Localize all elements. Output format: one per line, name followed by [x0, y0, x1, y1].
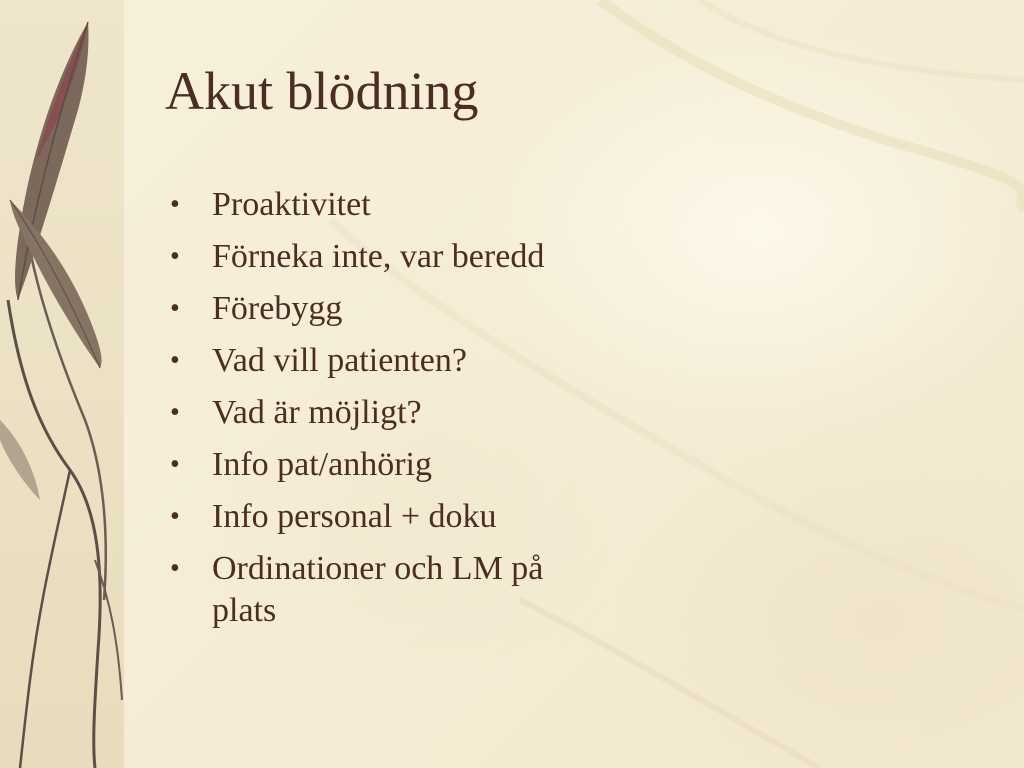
bullet-list	[168, 184, 558, 642]
bullet-dot-icon: •	[170, 345, 180, 376]
bullet-item	[168, 340, 558, 382]
bullet-item	[168, 288, 558, 330]
bullet-item	[168, 236, 558, 278]
bullet-text: Förneka inte, var beredd	[212, 238, 545, 275]
bullet-text: Info pat/anhörig	[212, 446, 432, 483]
bullet-text: Ordinationer och LM på plats	[212, 550, 544, 629]
bullet-text: Info personal + doku	[212, 498, 497, 535]
slide-title: Akut blödning	[165, 61, 479, 121]
bullet-dot-icon: •	[170, 241, 180, 272]
bullet-dot-icon: •	[170, 449, 180, 480]
leaf-branch-illustration	[0, 0, 124, 768]
bullet-text: Proaktivitet	[212, 186, 371, 223]
bullet-text: Vad är möjligt?	[212, 394, 422, 431]
bullet-item	[168, 548, 558, 632]
bullet-dot-icon: •	[170, 397, 180, 428]
bullet-text: Vad vill patienten?	[212, 342, 467, 379]
bullet-dot-icon: •	[170, 553, 180, 584]
bullet-item	[168, 184, 558, 226]
bullet-item	[168, 496, 558, 538]
bullet-dot-icon: •	[170, 501, 180, 532]
bullet-item	[168, 392, 558, 434]
bullet-text: Förebygg	[212, 290, 343, 327]
bullet-dot-icon: •	[170, 189, 180, 220]
bullet-item	[168, 444, 558, 486]
bullet-dot-icon: •	[170, 293, 180, 324]
